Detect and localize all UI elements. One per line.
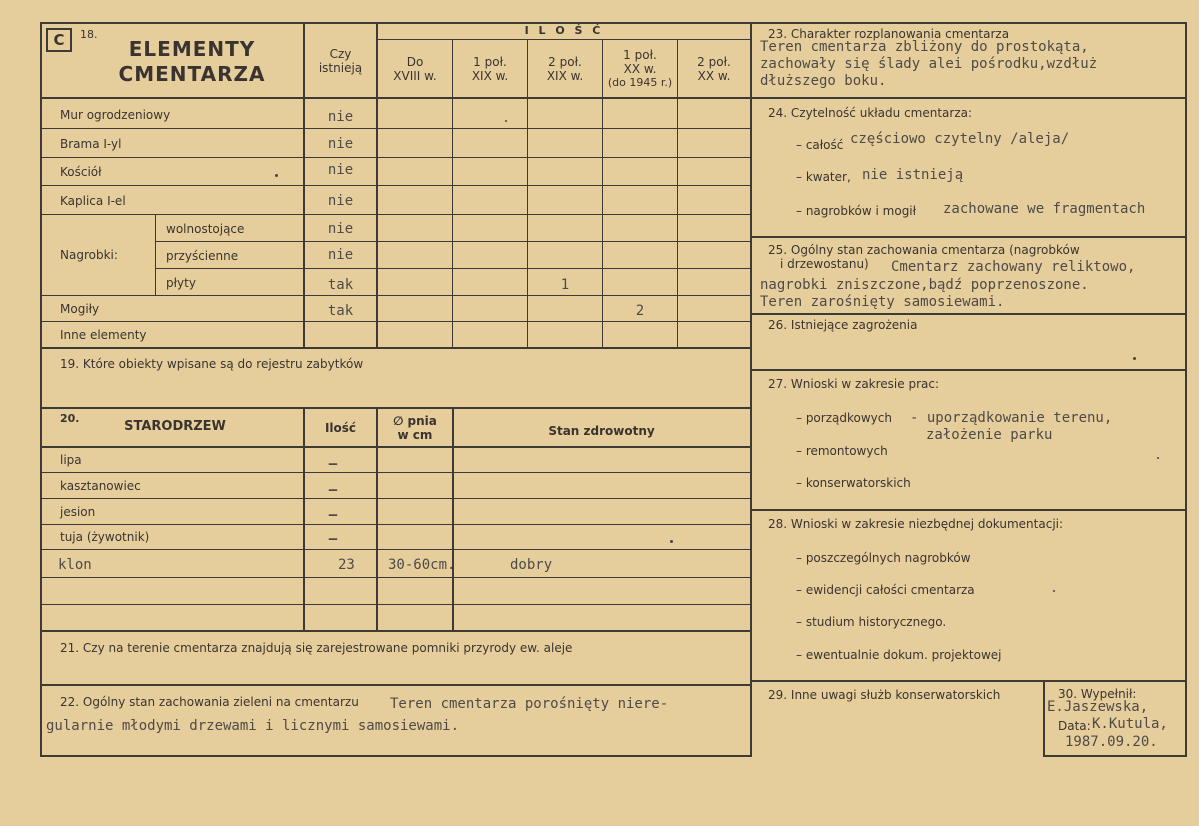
s24-bottom	[750, 236, 1187, 238]
row-label-kosciol: Kościół	[60, 165, 102, 179]
table18-bottom	[40, 347, 752, 349]
right-frame-right	[1185, 22, 1187, 755]
s20-row-line	[40, 577, 752, 578]
s25-value-line2: nagrobki zniszczone,bądź poprzenoszone.	[760, 277, 1089, 293]
tree-name-tuja: tuja (żywotnik)	[60, 530, 150, 544]
tree-qty-klon: 23	[338, 557, 355, 573]
row-line	[40, 157, 752, 158]
paper-speck	[670, 540, 673, 543]
value-plyty: tak	[327, 277, 354, 293]
s30-data-label: Data:	[1058, 719, 1091, 733]
period-4-l1: 1 poł.	[623, 48, 657, 62]
s22-value-line2: gularnie młodymi drzewami i licznymi samosiewami.	[46, 718, 460, 734]
col-exists-line2: istnieją	[318, 61, 363, 75]
paper-speck	[1133, 357, 1136, 360]
s27-item1-label: – porządkowych	[796, 411, 892, 425]
row-label-przyscienne: przyścienne	[166, 249, 239, 263]
row-label-plyty: płyty	[166, 276, 196, 290]
s20-col-diam	[452, 407, 454, 631]
value-przyscienne: nie	[327, 247, 354, 263]
s20-row-line	[40, 549, 752, 550]
s20-row-line	[40, 498, 752, 499]
s26-bottom	[750, 369, 1187, 371]
card-code: C	[46, 28, 72, 52]
paper-speck	[275, 174, 278, 177]
section-20-title: STARODRZEW	[124, 419, 226, 434]
row-label-nagrobki: Nagrobki:	[60, 248, 118, 262]
value-brama: nie	[327, 136, 354, 152]
tree-qty-tuja: –	[328, 531, 338, 547]
s25-value-line3: Teren zarośnięty samosiewami.	[760, 294, 1005, 310]
s24-item2-label: – kwater,	[796, 170, 851, 184]
s29-s30-divider	[1043, 680, 1045, 757]
s27-item2-label: – remontowych	[796, 444, 888, 458]
header-bottom	[40, 97, 752, 99]
period-4-l2: XX w.	[623, 62, 657, 76]
s23-line3: dłuższego boku.	[760, 73, 887, 89]
value-kosciol: nie	[327, 162, 354, 178]
s25-label-line1: 25. Ogólny stan zachowania cmentarza (nagrobków	[768, 243, 1080, 257]
row-line	[40, 295, 752, 296]
period-2-l1: 1 poł.	[473, 55, 507, 69]
period-5-l1: 2 poł.	[697, 55, 731, 69]
section-28-label: 28. Wnioski w zakresie niezbędnej dokumentacji:	[768, 517, 1064, 531]
period-5-l2: XX w.	[697, 69, 731, 83]
s27-item3-label: – konserwatorskich	[796, 476, 911, 490]
col-div-p2	[527, 39, 528, 348]
frame-right	[750, 22, 752, 755]
qty-plyty: 1	[560, 277, 570, 293]
value-mogily: tak	[327, 303, 354, 319]
s27-item1-value2: założenie parku	[926, 427, 1053, 443]
s22-bottom	[40, 755, 752, 757]
s24-item1-value: częściowo czytelny /aleja/	[850, 131, 1070, 147]
section-22-label: 22. Ogólny stan zachowania zieleni na cmentarzu	[60, 695, 359, 709]
section-21-label: 21. Czy na terenie cmentarza znajdują się zarejestrowane pomniki przyrody ew. aleje	[60, 641, 573, 655]
value-kaplica: nie	[327, 193, 354, 209]
s20-header-bottom	[40, 446, 752, 448]
ilosc-divider	[376, 39, 752, 40]
s20-col-diam-label: ∅ pnia	[393, 414, 437, 428]
row-line	[40, 128, 752, 129]
s30-name: E.Jaszewska,	[1047, 699, 1149, 715]
row-label-inne: Inne elementy	[60, 328, 147, 342]
period-1-l1: Do	[406, 55, 424, 69]
col-div-p4	[677, 39, 678, 348]
s20-col-diam-unit: w cm	[397, 428, 433, 442]
row-label-brama: Brama I-yl	[60, 137, 122, 151]
s28-item4: – ewentualnie dokum. projektowej	[796, 648, 1002, 662]
s20-col-health-label: Stan zdrowotny	[548, 424, 655, 438]
s24-item1-label: – całość	[796, 138, 844, 152]
row-line	[40, 214, 752, 215]
s28-item2: – ewidencji całości cmentarza	[796, 583, 975, 597]
ilosc-header: I L O Ś Ć	[524, 24, 604, 37]
col-exists-line1: Czy	[329, 47, 352, 61]
row-line	[155, 268, 752, 269]
period-2-l2: XIX w.	[471, 69, 509, 83]
section-number: 18.	[80, 28, 98, 41]
row-line	[40, 321, 752, 322]
s27-bottom	[750, 509, 1187, 511]
s28-item3: – studium historycznego.	[796, 615, 947, 629]
s20-row-line	[40, 472, 752, 473]
row-label-kaplica: Kaplica I-el	[60, 194, 126, 208]
section-title-line2: CMENTARZA	[118, 62, 266, 86]
tree-name-lipa: lipa	[60, 453, 82, 467]
s25-bottom	[750, 313, 1187, 315]
tree-name-klon: klon	[58, 557, 92, 573]
s22-value-line1: Teren cmentarza porośnięty niere-	[390, 696, 669, 712]
right-frame-top	[750, 22, 1185, 24]
s21-bottom	[40, 684, 752, 686]
s27-item1-value1: - uporządkowanie terenu,	[910, 410, 1113, 426]
section-20-number: 20.	[60, 412, 80, 425]
s19-bottom	[40, 407, 752, 409]
section-27-label: 27. Wnioski w zakresie prac:	[768, 377, 940, 391]
row-label-mogily: Mogiły	[60, 302, 100, 316]
s24-item3-label: – nagrobków i mogił	[796, 204, 917, 218]
s23-bottom	[750, 97, 1187, 99]
nagrobki-divider	[155, 215, 156, 295]
paper-speck	[1053, 590, 1055, 592]
section-30-label: 30. Wypełnił:	[1058, 687, 1137, 701]
paper-speck	[1157, 457, 1159, 459]
tree-qty-jesion: –	[328, 507, 338, 523]
s30-date: 1987.09.20.	[1065, 734, 1158, 750]
tree-health-klon: dobry	[510, 557, 553, 573]
section-title-line1: ELEMENTY	[128, 37, 256, 61]
s28-bottom	[750, 680, 1187, 682]
period-4-l3: (do 1945 r.)	[607, 76, 673, 89]
period-3-l2: XIX w.	[546, 69, 584, 83]
section-19-label: 19. Które obiekty wpisane są do rejestru zabytków	[60, 357, 364, 371]
s23-line1: Teren cmentarza zbliżony do prostokąta,	[760, 39, 1089, 55]
tree-name-kasztanowiec: kasztanowiec	[60, 479, 141, 493]
section-29-label: 29. Inne uwagi służb konserwatorskich	[768, 688, 1001, 702]
col-div-p1	[452, 39, 453, 348]
value-mur: nie	[327, 109, 354, 125]
row-label-wolnostojace: wolnostojące	[166, 222, 245, 236]
s25-label-line2: i drzewostanu)	[780, 257, 869, 271]
period-1-l2: XVIII w.	[393, 69, 437, 83]
tree-diam-klon: 30-60cm.	[388, 557, 456, 573]
s28-item1: – poszczególnych nagrobków	[796, 551, 971, 565]
section-26-label: 26. Istniejące zagrożenia	[768, 318, 918, 332]
s25-value-line1: Cmentarz zachowany reliktowo,	[891, 259, 1136, 275]
tree-qty-lipa: –	[328, 456, 338, 472]
s20-bottom	[40, 630, 752, 632]
qty-mogily: 2	[635, 303, 645, 319]
s20-row-line	[40, 604, 752, 605]
paper-speck	[505, 120, 507, 122]
tree-qty-kasztanowiec: –	[328, 482, 338, 498]
s30-bottom	[1043, 755, 1187, 757]
s30-name2: K.Kutula,	[1092, 716, 1168, 732]
row-label-mur: Mur ogrodzeniowy	[60, 108, 171, 122]
tree-name-jesion: jesion	[60, 505, 96, 519]
section-23-label: 23. Charakter rozplanowania cmentarza	[768, 27, 1010, 41]
s24-item2-value: nie istnieją	[862, 167, 964, 183]
s24-item3-value: zachowane we fragmentach	[943, 201, 1146, 217]
s20-col-qty-label: Ilość	[324, 421, 357, 435]
s20-row-line	[40, 524, 752, 525]
row-line	[155, 241, 752, 242]
s23-line2: zachowały się ślady alei pośrodku,wzdłuż	[760, 56, 1098, 72]
row-line	[40, 185, 752, 186]
section-24-label: 24. Czytelność układu cmentarza:	[768, 106, 973, 120]
period-3-l1: 2 poł.	[548, 55, 582, 69]
value-wolnostojace: nie	[327, 221, 354, 237]
